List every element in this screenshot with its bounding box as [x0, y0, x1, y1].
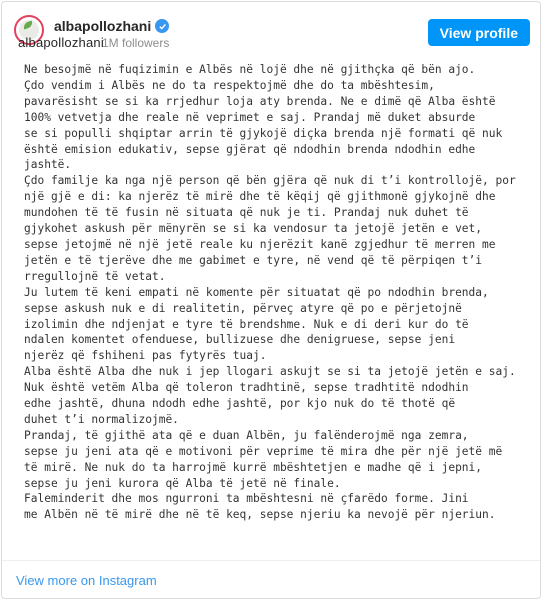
username-row — [54, 18, 169, 34]
caption-line: një gjë e di: ka njerëz të mirë dhe të këqij që gjithmonë gjykojnë dhe — [24, 190, 496, 204]
caption-line: gjykohet askush për mënyrën se si ka vendosur ta jetojë jetën e vet, — [24, 222, 483, 236]
caption-line: duhet t’i normalizojmë. — [24, 412, 179, 426]
caption-line: njerëz që fshiheni pas fytyrës tuaj. — [24, 349, 267, 363]
caption-line: Alba është Alba dhe nuk i jep llogari askujt se si ta jetojë jetën e saj. — [24, 365, 516, 379]
instagram-embed — [1, 1, 541, 599]
caption-line: Prandaj, të gjithë ata që e duan Albën, ju falënderojmë nga zemra, — [24, 428, 469, 442]
username-link[interactable]: albapollozhani — [54, 18, 152, 34]
caption-line: Nuk është vetëm Alba që toleron tradhtinë, sepse tradhtitë ndodhin — [24, 381, 469, 395]
caption-line: mundohen të të fusin në situata që nuk je ti. Prandaj nuk duhet të — [24, 206, 469, 220]
caption-line: 100% vetvetja dhe reale në veprimet e saj. Prandaj më duket absurde — [24, 110, 476, 124]
caption-line: sepse ju jeni kurora që Alba të jetë në finale. — [24, 476, 341, 490]
caption-line: Ju lutem të keni empati në komente për situatat që po ndodhin brenda, — [24, 285, 489, 299]
checkmark-icon — [158, 22, 167, 31]
caption-line: është emision edukativ, sepse gjërat që ndodhin brenda ndodhin edhe — [24, 142, 476, 156]
view-profile-button[interactable]: View profile — [428, 19, 530, 46]
caption-line: edhe jashtë, dhuna ndodh edhe jashtë, por kjo nuk do të thotë që — [24, 397, 456, 411]
verified-badge-icon — [155, 19, 169, 33]
caption-line: jetën e të tjerëve dhe me gabimet e tyre, në vend që të përpiqen t’i — [24, 253, 483, 267]
caption-line: se si populli shqiptar arrin të gjykojë diçka brenda një formati që nuk — [24, 126, 503, 140]
caption-line: pavarësisht se si ka rrjedhur loja aty brenda. Ne e dimë që Alba është — [24, 94, 496, 108]
followers-count: 1M followers — [102, 36, 170, 50]
caption-line: jashtë. — [24, 158, 72, 172]
avatar-overlay-name: albapollozhani — [18, 35, 104, 50]
caption-line: të mirë. Ne nuk do ta harrojmë kurrë mbështetjen e madhe që i jepni, — [24, 460, 483, 474]
caption-line: sepse askush nuk e di realitetin, përveç atyre që po e përjetojnë — [24, 301, 462, 315]
footer-divider — [2, 560, 540, 561]
caption-line: sepse jetojmë në një jetë reale ku njerëzit kanë zgjedhur të merren me — [24, 237, 496, 251]
caption-line: izolimin dhe ndjenjat e tyre të brendshme. Nuk e di deri kur do të — [24, 317, 469, 331]
caption-line: me Albën në të mirë dhe në të keq, sepse njeriu ka nevojë për njeriun. — [24, 508, 496, 522]
caption-line: ndalen komentet ofenduese, bullizuese dhe denigruese, sepse jeni — [24, 333, 456, 347]
caption-line: Çdo familje ka nga një person që bën gjëra që nuk di t’i kontrollojë, por — [24, 174, 516, 188]
view-more-link[interactable]: View more on Instagram — [16, 573, 157, 588]
post-caption — [24, 62, 524, 523]
caption-line: Ne besojmë në fuqizimin e Albës në lojë dhe në gjithçka që bën ajo. — [24, 63, 476, 76]
caption-line: rregullojnë të vetat. — [24, 269, 166, 283]
caption-line: Çdo vendim i Albës ne do ta respektojmë dhe do ta mbështesim, — [24, 78, 435, 92]
caption-line: Faleminderit dhe mos ngurroni ta mbështesni në çfarëdo forme. Jini — [24, 492, 469, 506]
caption-line: sepse ju jeni ata që e motivoni për veprime të mira dhe për një jetë më — [24, 444, 503, 458]
embed-header — [2, 2, 540, 54]
